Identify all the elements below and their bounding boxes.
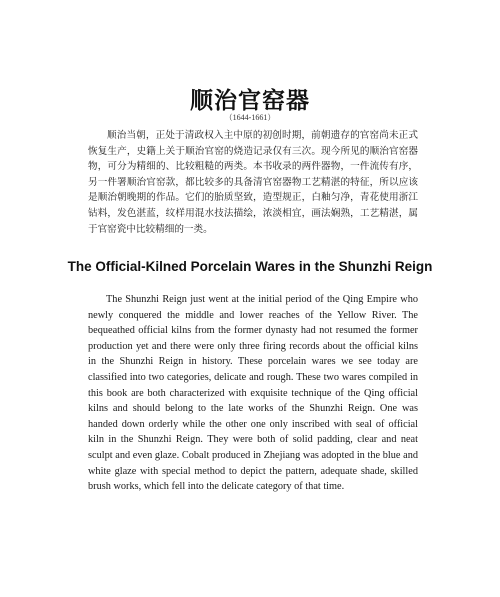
chinese-body-paragraph: 顺治当朝，正处于清政权入主中原的初创时期，前朝遗存的官窑尚未正式恢复生产，史籍上关于顺治官窑的烧造记录仅有三次。现今所见的顺治官窑器物，可分为精细的、比较粗糙的两类。本书收录的两件器物，一件流传有序，另一件署顺治官窑款，都比较多的具备清官窑器物工艺精湛的特征，所以应该是顺治朝晚期的作品。它们的胎质坚致，造型规正，白釉匀净，青花使用浙江钴料，发色湛蓝，纹样用混水技法描绘，浓淡相宜，画法娴熟，工艺精湛，属于官窑瓷中比较精细的一类。 (88, 130, 418, 235)
chinese-title: 顺治官窑器 (190, 87, 310, 114)
chinese-dates: （1644-1661） (224, 113, 276, 122)
english-body-paragraph: The Shunzhi Reign just went at the initial period of the Qing Empire who newly conquered the middle and lower reaches of the Yellow River. The bequeathed official kilns from the former dynasty had not resumed the former production yet and there were only three firing records about the official kilns in the Shunzhi Reign in history. These porcelain wares we see today are classified into two categories, delicate and rough. These two wares compiled in this book are both characterized with exquisite technique of the Qing official kilns and should belong to the late works of the Shunzhi Reign. One was handed down orderly while the other one only inscribed with seal of official kiln in the Shunzhi Reign. They were both of solid padding, clear and neat sculpt and even glaze. Cobalt produced in Zhejiang was adopted in the blue and white glaze with special method to depict the pattern, adequate shade, skilled brush works, which fell into the delicate category of that time. (88, 294, 418, 493)
english-title: The Official-Kilned Porcelain Wares in the Shunzhi Reign (67, 259, 433, 274)
